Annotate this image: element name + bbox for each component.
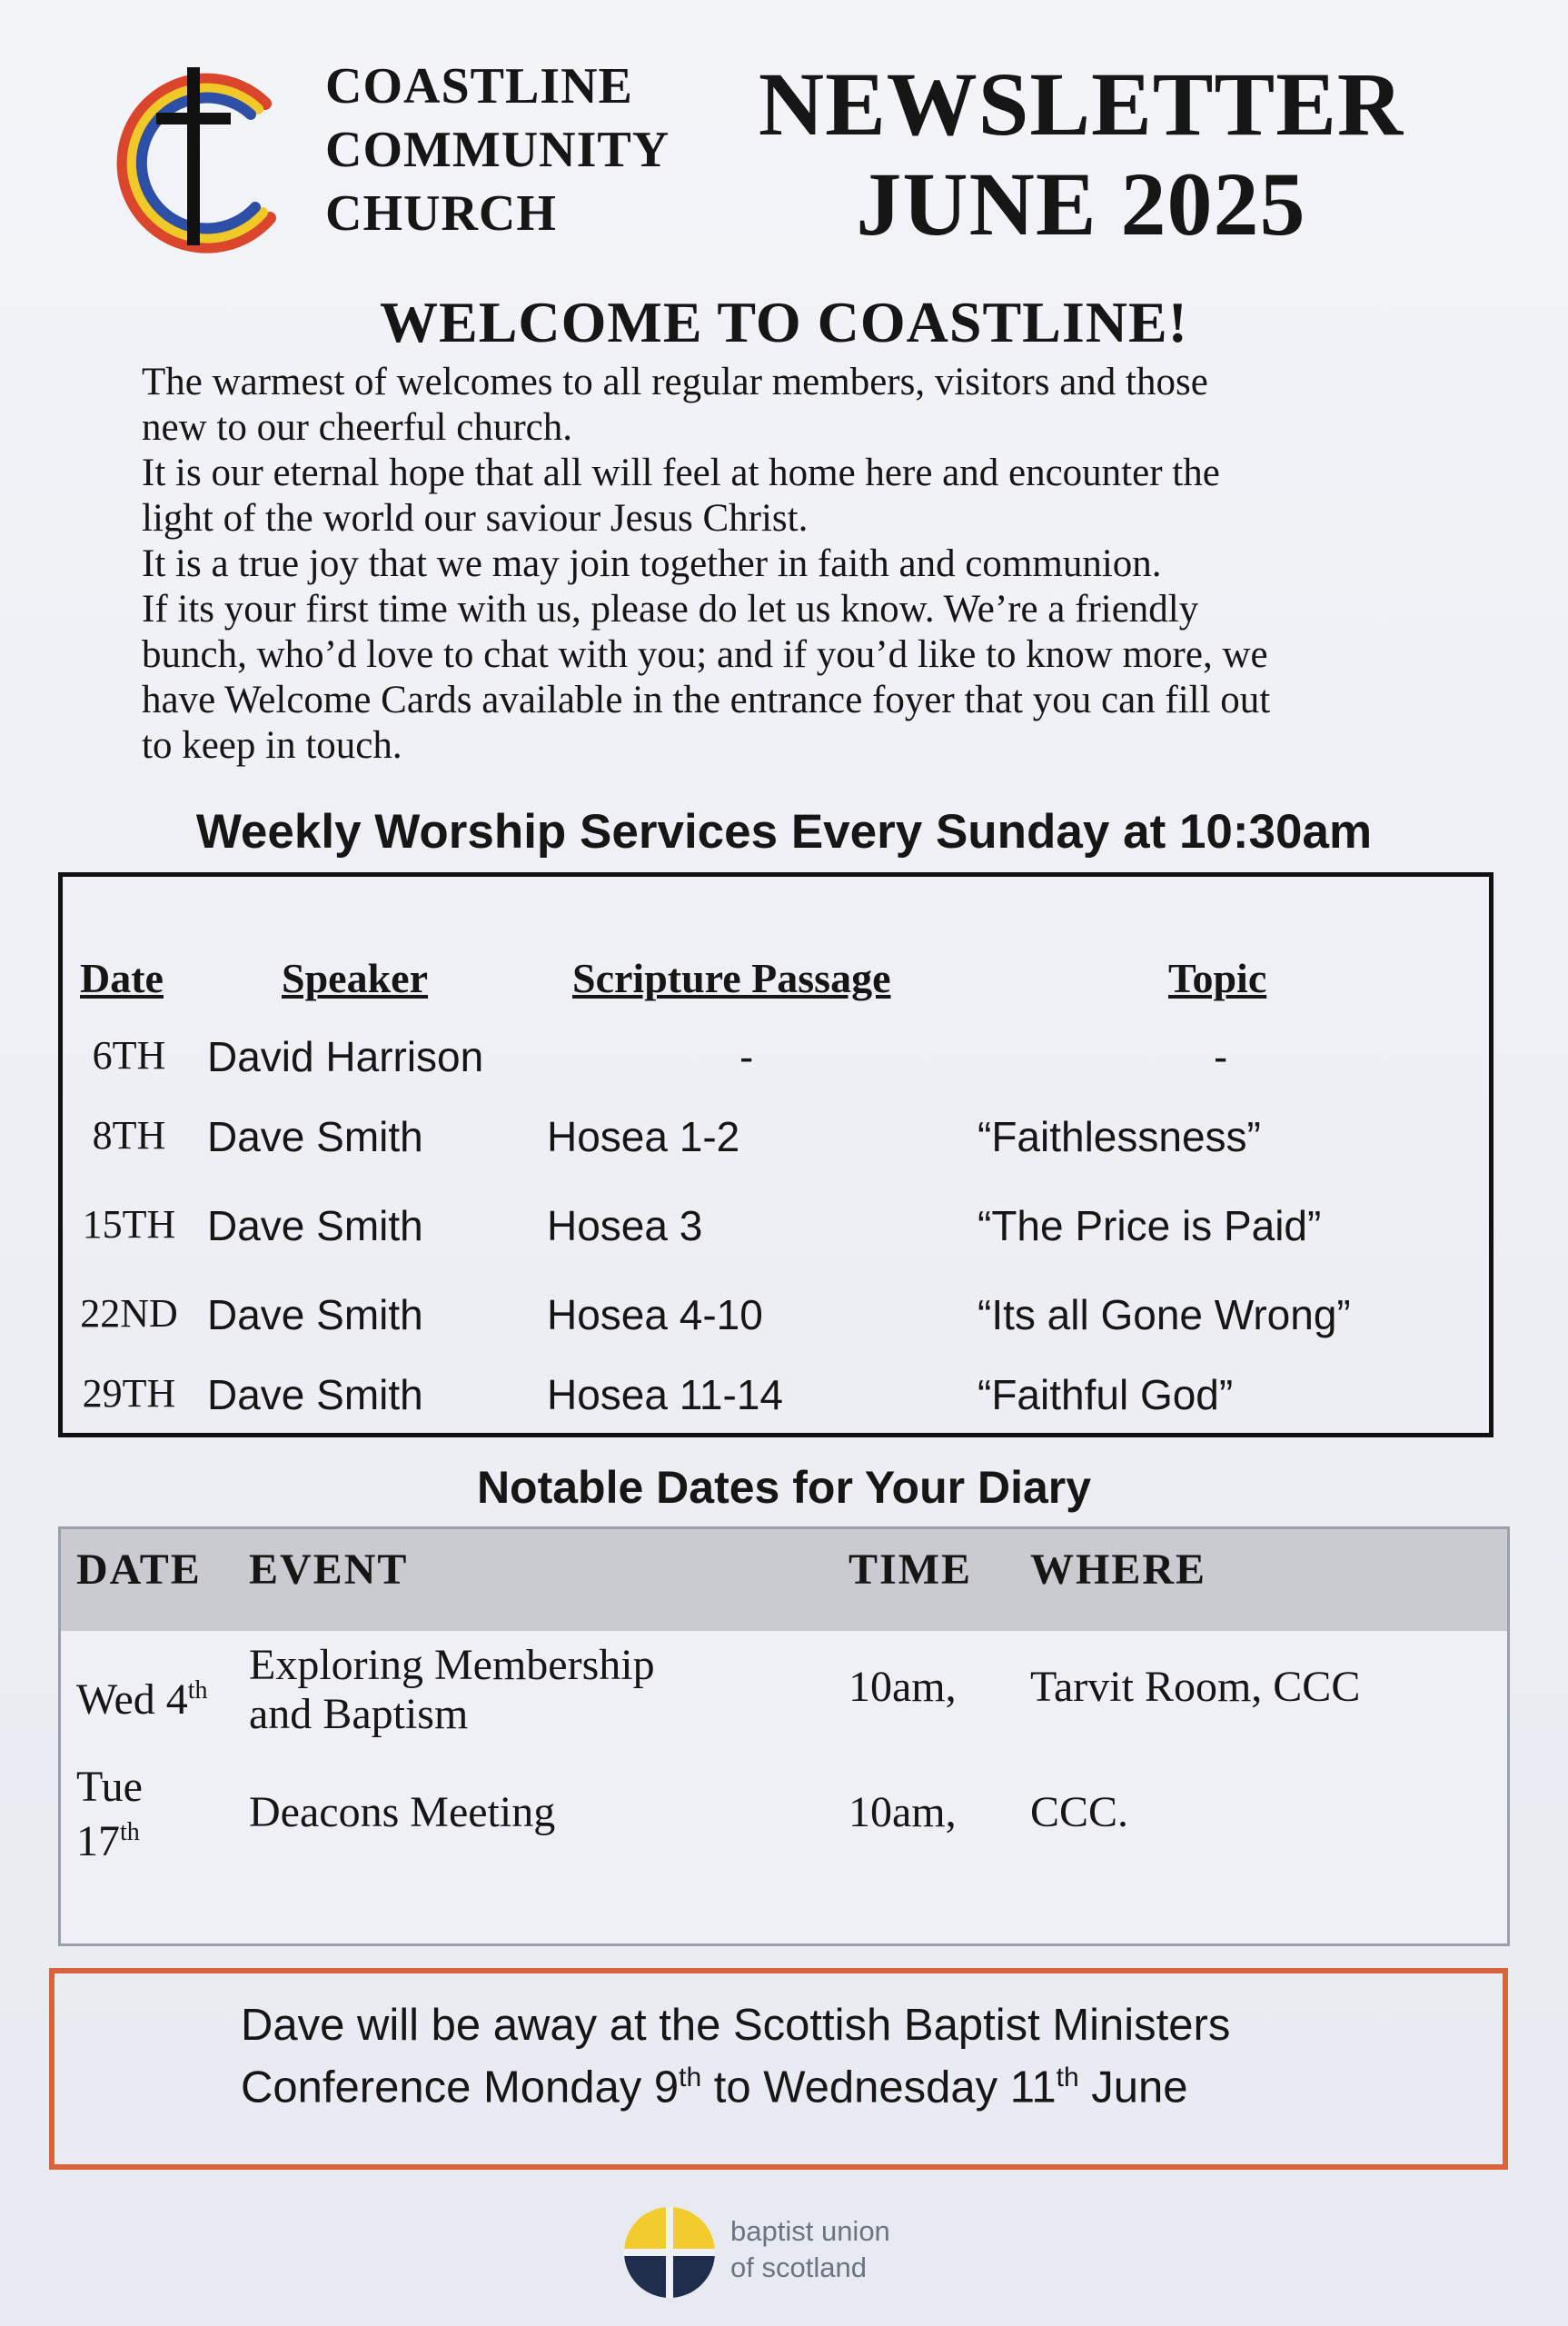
- service-scripture: Hosea 1-2: [547, 1113, 740, 1160]
- diary-row-date: Wed 4th: [76, 1675, 208, 1724]
- welcome-text: The warmest of welcomes to all regular members, visitors and those new to our cheerful church. It is our eternal hope that all will feel at home here and encounter the light of the world our saviour Jesus Christ. It is a true joy that we may join together in faith and communion. If its your first time with us, please do let us know. We’re a friendly bunch, who’d love to chat with you; and if you’d like to know more, we have Welcome Cards available in the entrance foyer that you can fill out to keep in touch.: [142, 361, 1271, 767]
- diary-col-where: WHERE: [1030, 1546, 1207, 1594]
- service-speaker: David Harrison: [207, 1033, 484, 1080]
- church-logo-icon: [84, 56, 293, 265]
- service-topic: “Faithlessness”: [978, 1113, 1261, 1160]
- service-date: 22ND: [80, 1291, 178, 1336]
- welcome-heading: WELCOME TO COASTLINE!: [380, 290, 1188, 354]
- service-scripture: Hosea 11-14: [547, 1371, 783, 1418]
- baptist-union-logo-icon: [620, 2202, 719, 2302]
- service-date: 29TH: [82, 1371, 176, 1416]
- diary-row-where: CCC.: [1030, 1788, 1129, 1836]
- diary-row-time: 10am,: [849, 1788, 957, 1836]
- notice-text: Dave will be away at the Scottish Baptist Ministers Conference Monday 9th to Wednesday 11th June: [241, 2001, 1231, 2112]
- diary-col-event: EVENT: [249, 1546, 409, 1594]
- service-scripture: -: [739, 1033, 754, 1080]
- services-col-date: Date: [80, 955, 164, 1001]
- service-topic: “Its all Gone Wrong”: [978, 1291, 1351, 1338]
- diary-heading: Notable Dates for Your Diary: [476, 1462, 1092, 1513]
- service-speaker: Dave Smith: [207, 1113, 423, 1160]
- baptist-union-logo-text: baptist union of scotland: [730, 2215, 890, 2283]
- services-col-scripture: Scripture Passage: [572, 955, 891, 1001]
- diary-col-date: DATE: [76, 1546, 202, 1594]
- service-date: 15TH: [82, 1202, 176, 1247]
- diary-row-event: Exploring Membership and Baptism: [249, 1641, 655, 1738]
- service-speaker: Dave Smith: [207, 1371, 423, 1418]
- services-heading: Weekly Worship Services Every Sunday at 10:30am: [195, 805, 1373, 859]
- diary-row-where: Tarvit Room, CCC: [1030, 1663, 1361, 1711]
- newsletter-title: NEWSLETTER JUNE 2025: [758, 54, 1404, 254]
- service-speaker: Dave Smith: [207, 1202, 423, 1249]
- diary-col-time: TIME: [849, 1546, 973, 1594]
- church-name: COASTLINE COMMUNITY CHURCH: [325, 58, 670, 242]
- services-col-speaker: Speaker: [282, 955, 428, 1001]
- service-scripture: Hosea 3: [547, 1202, 703, 1249]
- service-speaker: Dave Smith: [207, 1291, 423, 1338]
- service-date: 8TH: [92, 1113, 166, 1158]
- service-date: 6TH: [92, 1033, 166, 1078]
- service-scripture: Hosea 4-10: [547, 1291, 763, 1338]
- diary-row-time: 10am,: [849, 1663, 957, 1711]
- diary-row-date: Tue 17th: [76, 1763, 143, 1865]
- service-topic: -: [1214, 1033, 1228, 1080]
- service-topic: “Faithful God”: [978, 1371, 1234, 1418]
- services-col-topic: Topic: [1168, 955, 1267, 1001]
- diary-row-event: Deacons Meeting: [249, 1788, 556, 1836]
- service-topic: “The Price is Paid”: [978, 1202, 1322, 1249]
